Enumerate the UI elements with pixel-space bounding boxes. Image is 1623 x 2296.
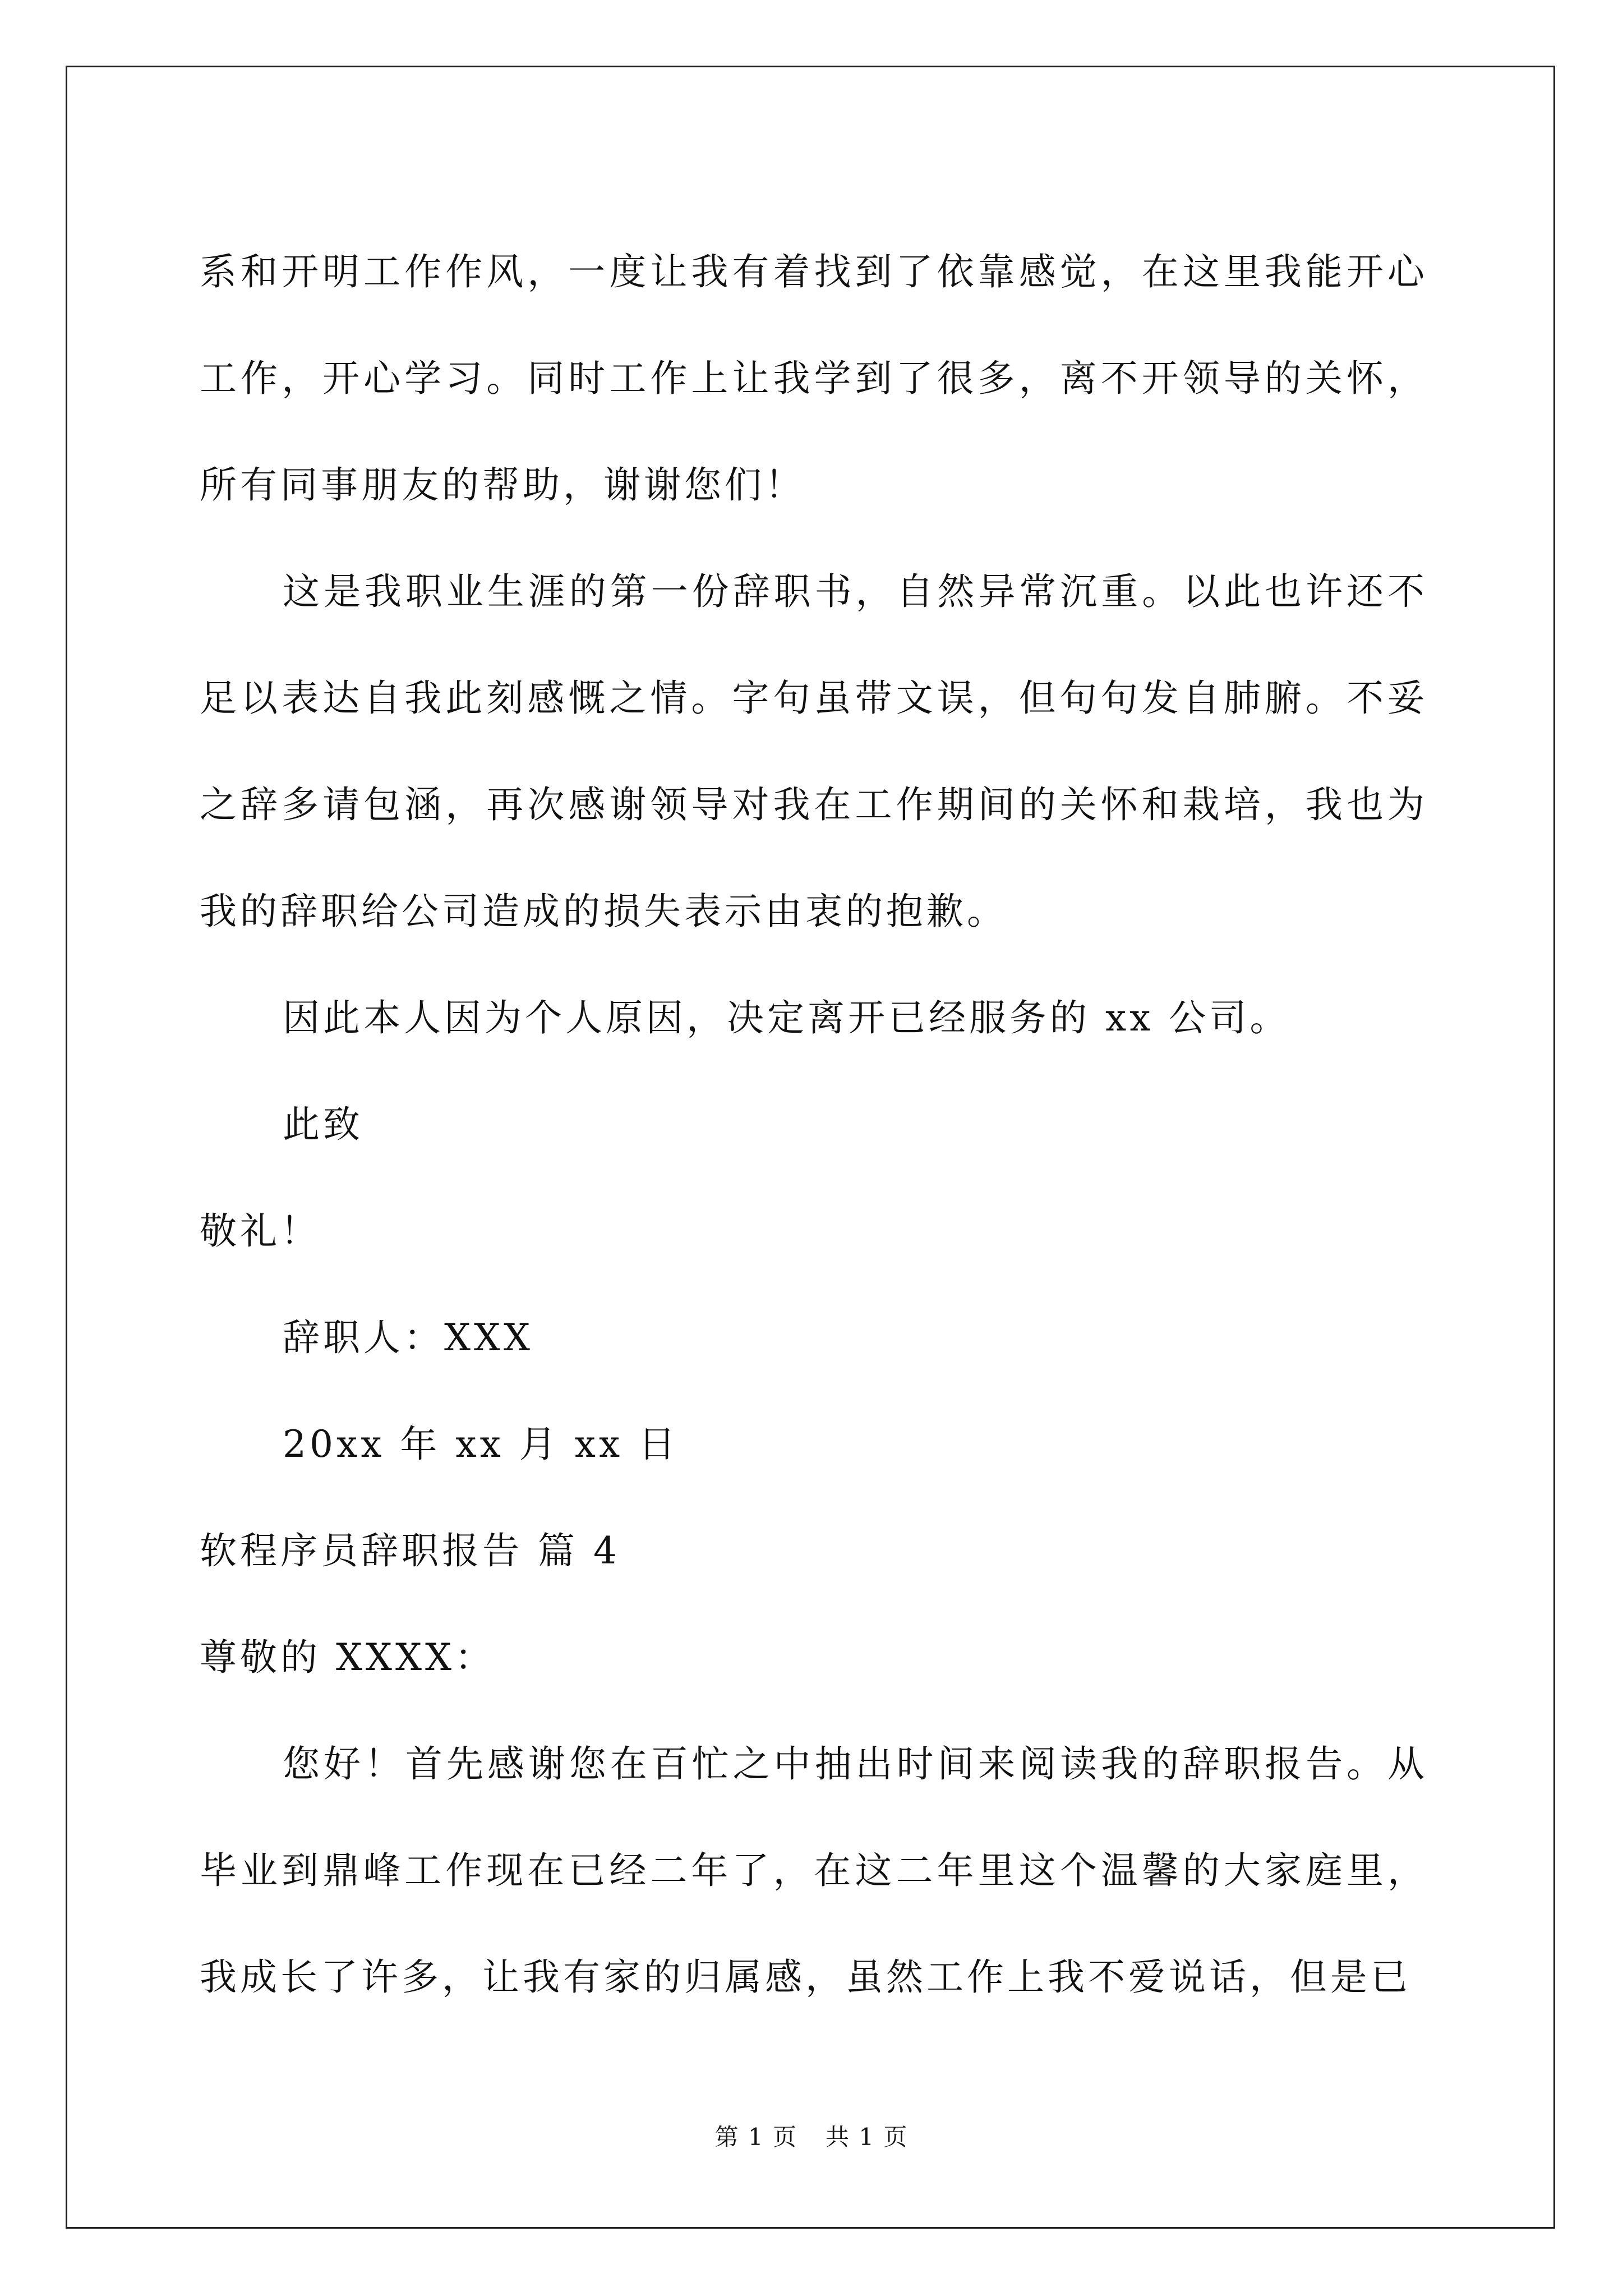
section-heading: 软程序员辞职报告 篇 4 xyxy=(200,1529,620,1572)
recipient-greeting: 尊敬的 XXXX： xyxy=(200,1636,495,1679)
signature-line: 辞职人：XXX xyxy=(283,1316,533,1359)
paragraph-2: 这是我职业生涯的第一份辞职书，自然异常沉重。以此也许还不足以表达自我此刻感慨之情。字句虽带文误，但句句发自肺腑。不妥之辞多请包涵，再次感谢领导对我在工作期间的关怀和栽培，我也为我的辞职给公司造成的损失表示由衷的抱歉。 xyxy=(200,570,1428,933)
closing-regards: 敬礼！ xyxy=(200,1209,321,1253)
paragraph-1: 系和开明工作作风，一度让我有着找到了依靠感觉，在这里我能开心工作，开心学习。同时工作上让我学到了很多，离不开领导的关怀，所有同事朋友的帮助，谢谢您们！ xyxy=(200,250,1428,507)
page-footer xyxy=(0,2120,1623,2154)
page-total: 共 1 页 xyxy=(826,2123,909,2151)
document-body xyxy=(200,219,1428,2031)
closing-salutation: 此致 xyxy=(283,1103,363,1146)
date-line: 20xx 年 xx 月 xx 日 xyxy=(283,1423,679,1466)
page-number: 第 1 页 xyxy=(714,2123,797,2151)
paragraph-3: 因此本人因为个人原因，决定离开已经服务的 xx 公司。 xyxy=(283,996,1290,1039)
paragraph-opening: 您好！首先感谢您在百忙之中抽出时间来阅读我的辞职报告。从毕业到鼎峰工作现在已经二年了，在这二年里这个温馨的大家庭里，我成长了许多，让我有家的归属感，虽然工作上我不爱说话，但是已 xyxy=(200,1742,1428,1999)
